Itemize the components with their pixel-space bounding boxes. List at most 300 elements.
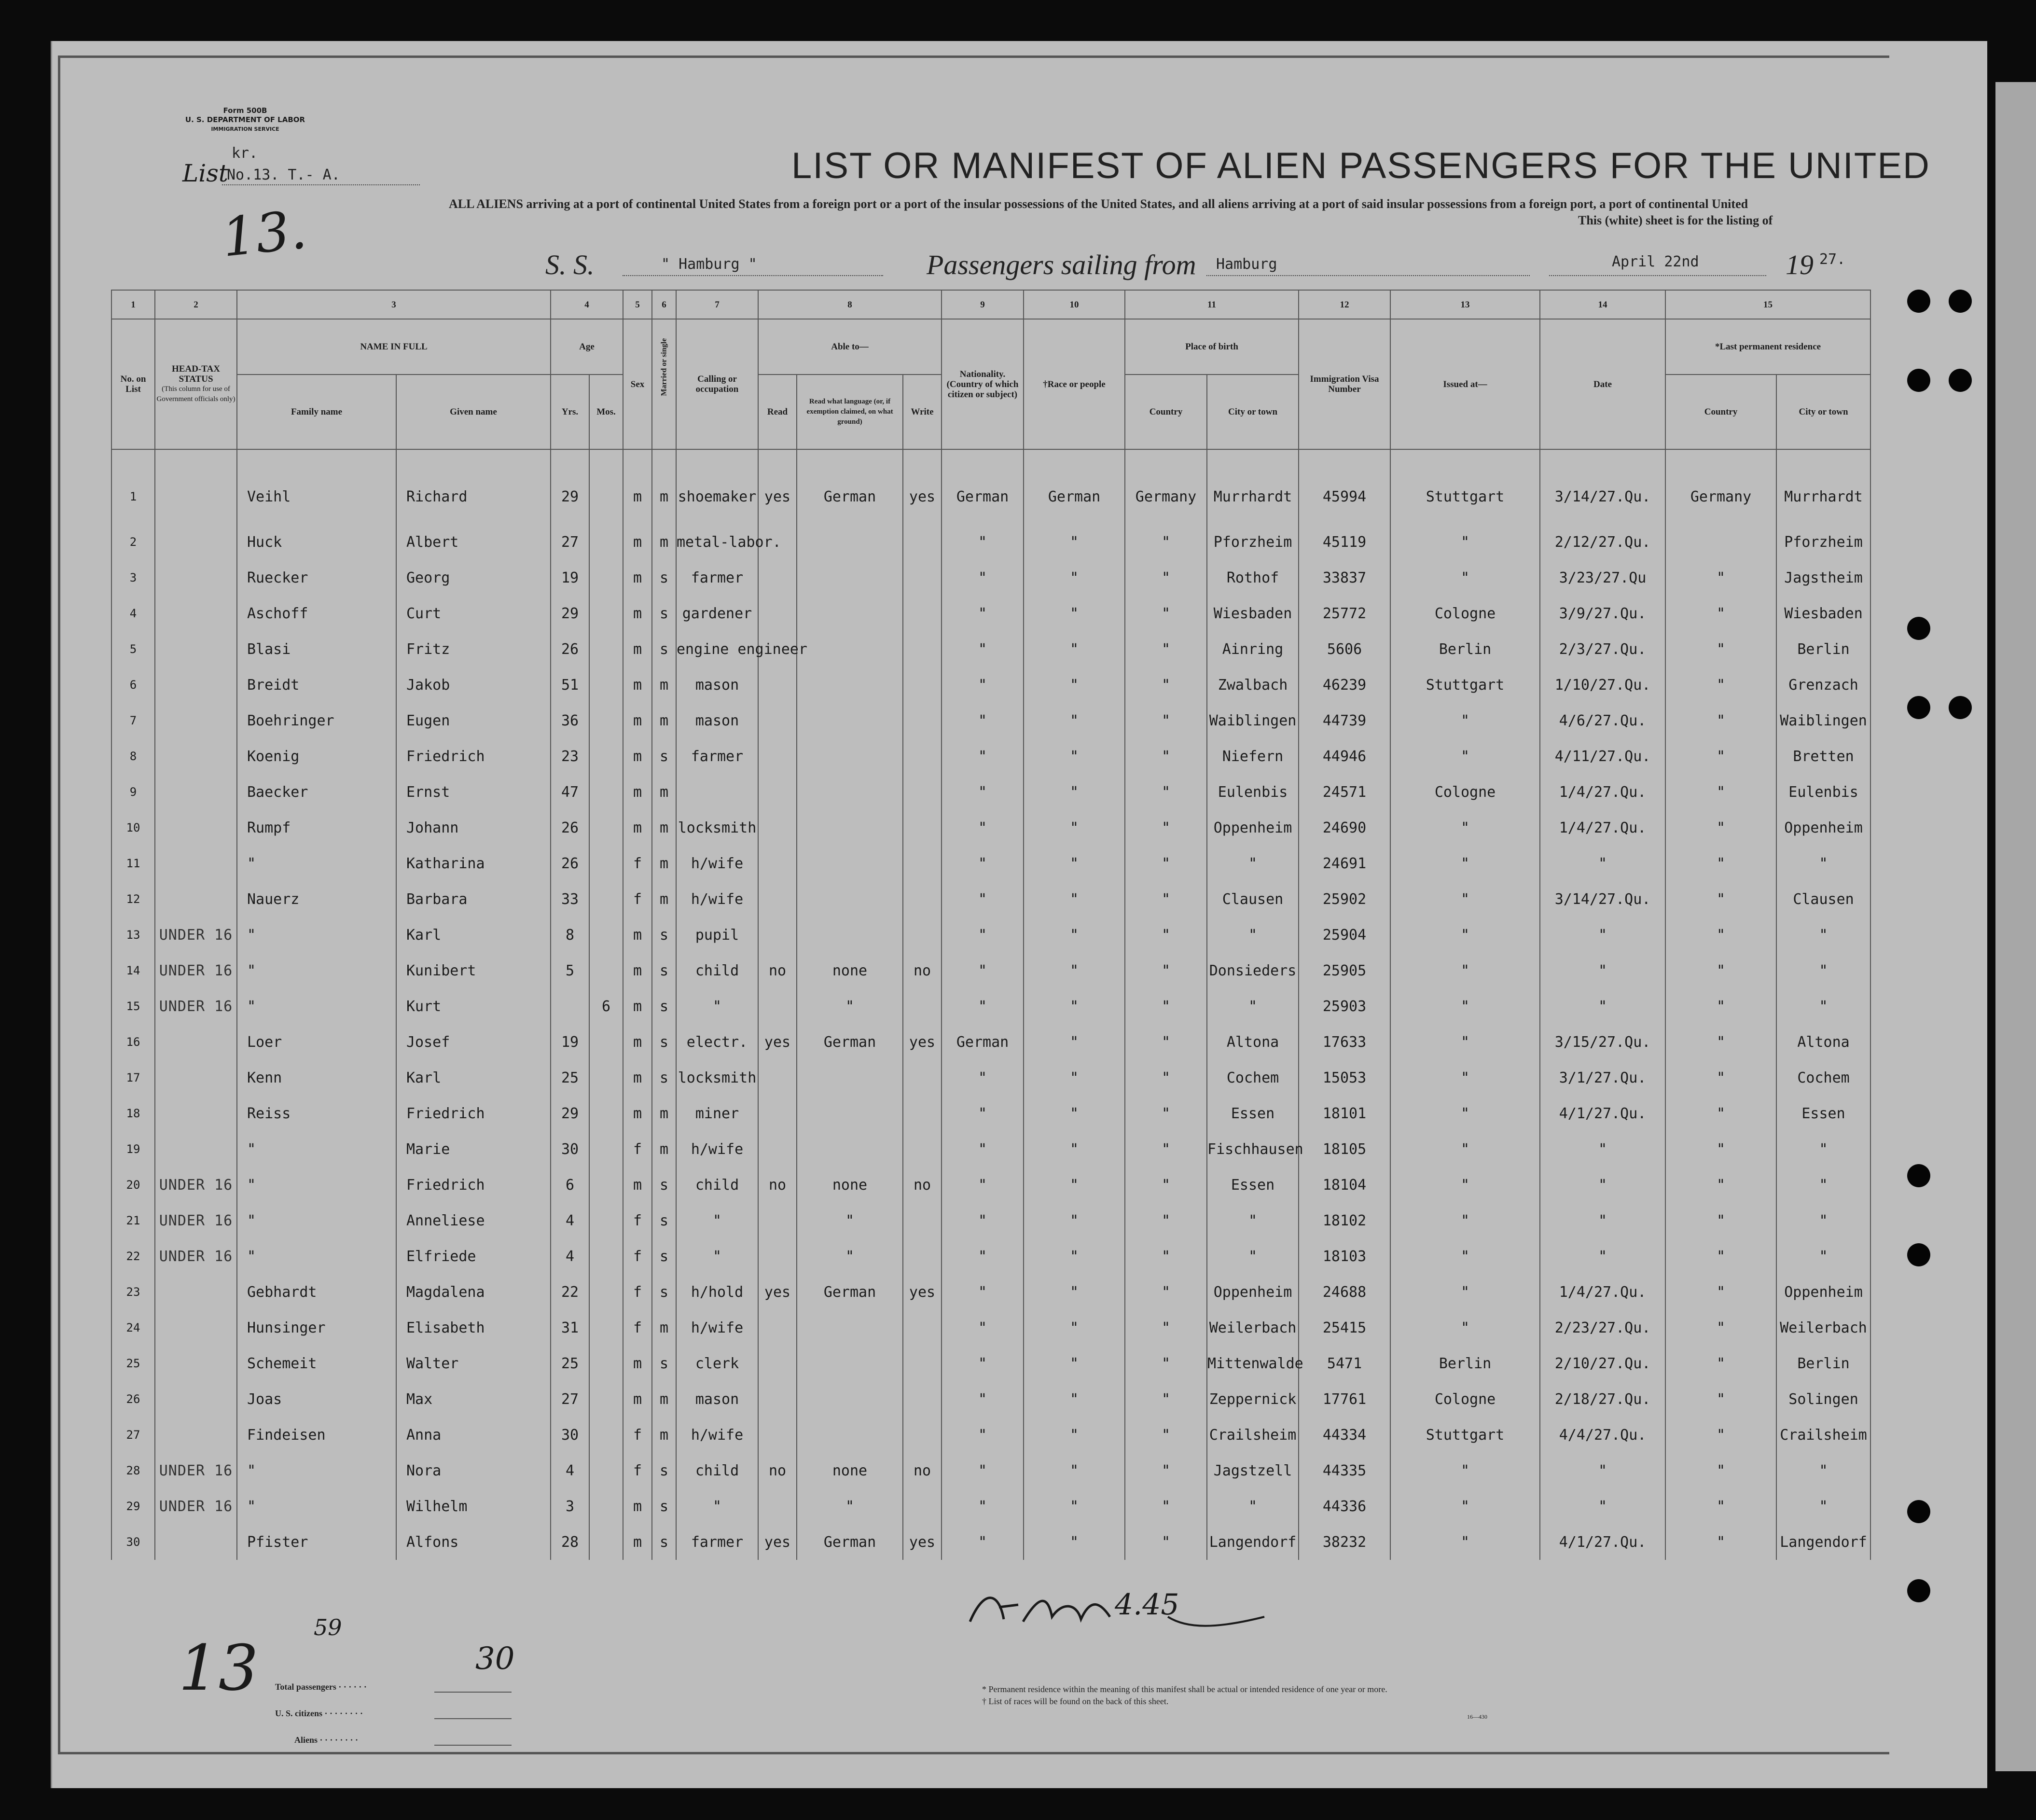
can-read bbox=[758, 1310, 797, 1346]
age-years: 30 bbox=[551, 1417, 589, 1453]
sex: m bbox=[623, 1060, 652, 1096]
can-write bbox=[903, 1203, 942, 1238]
can-write bbox=[903, 703, 942, 738]
dot-leader: · · · · · · · · bbox=[324, 1709, 363, 1718]
read-language: " bbox=[797, 1488, 903, 1524]
birth-country: " bbox=[1125, 1167, 1207, 1203]
handwritten-sheet-number: 13. bbox=[219, 198, 310, 269]
visa-number: 38232 bbox=[1299, 1524, 1390, 1560]
can-read bbox=[758, 1203, 797, 1238]
given-name: Marie bbox=[396, 1131, 551, 1167]
sex: m bbox=[623, 988, 652, 1024]
marital-status: m bbox=[652, 774, 676, 810]
visa-number: 17761 bbox=[1299, 1381, 1390, 1417]
year-prefix: 19 bbox=[1786, 249, 1814, 280]
can-write: no bbox=[903, 953, 942, 988]
age-years: 30 bbox=[551, 1131, 589, 1167]
can-read bbox=[758, 1060, 797, 1096]
race: " bbox=[1024, 810, 1125, 846]
residence-city: Berlin bbox=[1776, 631, 1870, 667]
visa-date: " bbox=[1540, 1203, 1665, 1238]
age-months bbox=[589, 596, 623, 631]
occupation bbox=[676, 774, 758, 810]
header-visa: Immigration Visa Number bbox=[1299, 319, 1390, 449]
column-number: 5 bbox=[623, 290, 652, 319]
residence-country: " bbox=[1665, 774, 1776, 810]
family-name: Huck bbox=[237, 524, 396, 560]
residence-city: Weilerbach bbox=[1776, 1310, 1870, 1346]
birth-city: Clausen bbox=[1207, 881, 1299, 917]
handwritten-signature-time: 4.45 bbox=[1115, 1588, 1179, 1622]
issued-at: " bbox=[1390, 524, 1540, 560]
nationality: " bbox=[942, 1274, 1024, 1310]
sex: m bbox=[623, 703, 652, 738]
passenger-row bbox=[111, 1060, 1870, 1096]
can-read bbox=[758, 774, 797, 810]
head-tax-stamp bbox=[155, 738, 237, 774]
issued-at: Cologne bbox=[1390, 774, 1540, 810]
age-years: 25 bbox=[551, 1060, 589, 1096]
nationality: " bbox=[942, 1417, 1024, 1453]
row-number: 13 bbox=[111, 917, 155, 953]
row-number: 9 bbox=[111, 774, 155, 810]
age-months bbox=[589, 1453, 623, 1488]
can-read bbox=[758, 846, 797, 881]
can-write bbox=[903, 1060, 942, 1096]
marital-status: s bbox=[652, 560, 676, 596]
race: " bbox=[1024, 1167, 1125, 1203]
can-read bbox=[758, 667, 797, 703]
read-language bbox=[797, 631, 903, 667]
row-number: 6 bbox=[111, 667, 155, 703]
header-sex: Sex bbox=[623, 319, 652, 449]
visa-date: 4/4/27.Qu. bbox=[1540, 1417, 1665, 1453]
given-name: Wilhelm bbox=[396, 1488, 551, 1524]
age-months bbox=[589, 1131, 623, 1167]
read-language bbox=[797, 1131, 903, 1167]
read-language bbox=[797, 524, 903, 560]
passenger-row bbox=[111, 953, 1870, 988]
sex: m bbox=[623, 810, 652, 846]
birth-country: " bbox=[1125, 881, 1207, 917]
marital-status: m bbox=[652, 846, 676, 881]
can-write: no bbox=[903, 1167, 942, 1203]
age-months bbox=[589, 1096, 623, 1131]
residence-country: " bbox=[1665, 953, 1776, 988]
birth-city: " bbox=[1207, 1488, 1299, 1524]
residence-country: " bbox=[1665, 917, 1776, 953]
family-name: Reiss bbox=[237, 1096, 396, 1131]
passenger-row bbox=[111, 1488, 1870, 1524]
can-read bbox=[758, 881, 797, 917]
issued-at: " bbox=[1390, 703, 1540, 738]
passenger-row bbox=[111, 810, 1870, 846]
punch-hole bbox=[1949, 696, 1972, 719]
family-name: Loer bbox=[237, 1024, 396, 1060]
header-birth-city: City or town bbox=[1207, 375, 1299, 449]
nationality: " bbox=[942, 738, 1024, 774]
family-name: Hunsinger bbox=[237, 1310, 396, 1346]
header-read: Read bbox=[758, 375, 797, 449]
nationality: " bbox=[942, 1488, 1024, 1524]
row-number: 5 bbox=[111, 631, 155, 667]
occupation: child bbox=[676, 1453, 758, 1488]
race: " bbox=[1024, 1096, 1125, 1131]
birth-country: " bbox=[1125, 560, 1207, 596]
family-name: Findeisen bbox=[237, 1417, 396, 1453]
birth-city: Crailsheim bbox=[1207, 1417, 1299, 1453]
head-tax-stamp: UNDER 16 bbox=[155, 1167, 237, 1203]
head-tax-stamp bbox=[155, 846, 237, 881]
birth-city: Langendorf bbox=[1207, 1524, 1299, 1560]
punch-hole bbox=[1907, 1243, 1930, 1266]
visa-number: 24691 bbox=[1299, 846, 1390, 881]
marital-status: s bbox=[652, 1203, 676, 1238]
row-number: 26 bbox=[111, 1381, 155, 1417]
nationality: " bbox=[942, 1381, 1024, 1417]
residence-country: " bbox=[1665, 1524, 1776, 1560]
family-name: Blasi bbox=[237, 631, 396, 667]
birth-country: " bbox=[1125, 810, 1207, 846]
birth-city: Mittenwalde bbox=[1207, 1346, 1299, 1381]
birth-country: " bbox=[1125, 1131, 1207, 1167]
birth-city: " bbox=[1207, 1203, 1299, 1238]
can-write bbox=[903, 881, 942, 917]
passenger-row bbox=[111, 1524, 1870, 1560]
family-name: Joas bbox=[237, 1381, 396, 1417]
visa-date: 3/9/27.Qu. bbox=[1540, 596, 1665, 631]
age-months bbox=[589, 449, 623, 524]
header-family-name: Family name bbox=[237, 375, 396, 449]
race: German bbox=[1024, 449, 1125, 524]
sex: f bbox=[623, 846, 652, 881]
header-married-label: Married or single bbox=[660, 338, 668, 396]
residence-city: Berlin bbox=[1776, 1346, 1870, 1381]
marital-status: s bbox=[652, 596, 676, 631]
marital-status: s bbox=[652, 1274, 676, 1310]
birth-country: " bbox=[1125, 1346, 1207, 1381]
can-write bbox=[903, 524, 942, 560]
race: " bbox=[1024, 703, 1125, 738]
given-name: Richard bbox=[396, 449, 551, 524]
total-passengers-line bbox=[434, 1692, 512, 1693]
age-months bbox=[589, 524, 623, 560]
can-read bbox=[758, 1131, 797, 1167]
occupation: h/wife bbox=[676, 1131, 758, 1167]
passenger-row bbox=[111, 596, 1870, 631]
age-years: 23 bbox=[551, 738, 589, 774]
row-number: 21 bbox=[111, 1203, 155, 1238]
marital-status: m bbox=[652, 1131, 676, 1167]
can-write: yes bbox=[903, 449, 942, 524]
visa-date: 1/4/27.Qu. bbox=[1540, 810, 1665, 846]
can-write: yes bbox=[903, 1524, 942, 1560]
read-language: German bbox=[797, 1274, 903, 1310]
issued-at: " bbox=[1390, 1024, 1540, 1060]
residence-country: " bbox=[1665, 1131, 1776, 1167]
occupation: metal-labor. bbox=[676, 524, 758, 560]
row-number: 24 bbox=[111, 1310, 155, 1346]
visa-date: " bbox=[1540, 1488, 1665, 1524]
can-write bbox=[903, 1238, 942, 1274]
kr-mark: kr. bbox=[232, 145, 258, 162]
column-number: 9 bbox=[942, 290, 1024, 319]
occupation: locksmith bbox=[676, 810, 758, 846]
sex: f bbox=[623, 1238, 652, 1274]
sex: m bbox=[623, 1488, 652, 1524]
visa-number: 18104 bbox=[1299, 1167, 1390, 1203]
can-write bbox=[903, 846, 942, 881]
issued-at: " bbox=[1390, 1524, 1540, 1560]
age-years: 22 bbox=[551, 1274, 589, 1310]
birth-city: Murrhardt bbox=[1207, 449, 1299, 524]
row-number: 1 bbox=[111, 449, 155, 524]
residence-city: " bbox=[1776, 1203, 1870, 1238]
total-passengers-label: Total passengers bbox=[275, 1682, 336, 1692]
residence-country: " bbox=[1665, 1274, 1776, 1310]
sex: m bbox=[623, 631, 652, 667]
can-read: no bbox=[758, 1167, 797, 1203]
head-tax-stamp bbox=[155, 703, 237, 738]
read-language bbox=[797, 810, 903, 846]
family-name: Rumpf bbox=[237, 810, 396, 846]
sex: m bbox=[623, 667, 652, 703]
age-months bbox=[589, 1417, 623, 1453]
birth-country: " bbox=[1125, 953, 1207, 988]
age-years: 36 bbox=[551, 703, 589, 738]
visa-date: " bbox=[1540, 953, 1665, 988]
race: " bbox=[1024, 988, 1125, 1024]
visa-number: 18102 bbox=[1299, 1203, 1390, 1238]
sex: f bbox=[623, 1274, 652, 1310]
visa-date: 3/1/27.Qu. bbox=[1540, 1060, 1665, 1096]
residence-country: " bbox=[1665, 1024, 1776, 1060]
visa-date: 1/10/27.Qu. bbox=[1540, 667, 1665, 703]
race: " bbox=[1024, 1453, 1125, 1488]
occupation: mason bbox=[676, 1381, 758, 1417]
column-number: 8 bbox=[758, 290, 942, 319]
visa-number: 17633 bbox=[1299, 1024, 1390, 1060]
marital-status: m bbox=[652, 810, 676, 846]
given-name: Nora bbox=[396, 1453, 551, 1488]
marital-status: s bbox=[652, 1524, 676, 1560]
read-language bbox=[797, 917, 903, 953]
head-tax-stamp bbox=[155, 1131, 237, 1167]
birth-city: Essen bbox=[1207, 1167, 1299, 1203]
family-name: " bbox=[237, 1238, 396, 1274]
sailing-label: Passengers sailing from bbox=[927, 249, 1196, 280]
header-read-language: Read what language (or, if exemption claimed, on what ground) bbox=[797, 375, 903, 449]
given-name: Ernst bbox=[396, 774, 551, 810]
head-tax-stamp bbox=[155, 560, 237, 596]
family-name: Baecker bbox=[237, 774, 396, 810]
nationality: " bbox=[942, 917, 1024, 953]
read-language: German bbox=[797, 1524, 903, 1560]
marital-status: s bbox=[652, 1060, 676, 1096]
head-tax-stamp bbox=[155, 1024, 237, 1060]
column-number: 11 bbox=[1125, 290, 1299, 319]
sex: m bbox=[623, 1381, 652, 1417]
issued-at: " bbox=[1390, 881, 1540, 917]
header-birth-country: Country bbox=[1125, 375, 1207, 449]
given-name: Anna bbox=[396, 1417, 551, 1453]
residence-country bbox=[1665, 524, 1776, 560]
can-write bbox=[903, 1131, 942, 1167]
column-number: 3 bbox=[237, 290, 551, 319]
race: " bbox=[1024, 738, 1125, 774]
occupation: mason bbox=[676, 667, 758, 703]
visa-date: " bbox=[1540, 988, 1665, 1024]
can-write bbox=[903, 810, 942, 846]
given-name: Albert bbox=[396, 524, 551, 560]
visa-date: 2/23/27.Qu. bbox=[1540, 1310, 1665, 1346]
race: " bbox=[1024, 881, 1125, 917]
handwritten-total: 30 bbox=[475, 1641, 515, 1677]
head-tax-stamp bbox=[155, 631, 237, 667]
row-number: 4 bbox=[111, 596, 155, 631]
birth-city: Jagstzell bbox=[1207, 1453, 1299, 1488]
residence-country: " bbox=[1665, 631, 1776, 667]
age-months bbox=[589, 1488, 623, 1524]
punch-hole bbox=[1907, 369, 1930, 392]
occupation: mason bbox=[676, 703, 758, 738]
residence-city: " bbox=[1776, 1488, 1870, 1524]
header-race: †Race or people bbox=[1024, 319, 1125, 449]
port-underline bbox=[1206, 275, 1530, 276]
punch-hole bbox=[1907, 696, 1930, 719]
birth-country: " bbox=[1125, 596, 1207, 631]
head-tax-stamp bbox=[155, 1417, 237, 1453]
visa-number: 46239 bbox=[1299, 667, 1390, 703]
row-number: 8 bbox=[111, 738, 155, 774]
birth-country: " bbox=[1125, 738, 1207, 774]
given-name: Friedrich bbox=[396, 1096, 551, 1131]
sex: m bbox=[623, 953, 652, 988]
birth-city: Waiblingen bbox=[1207, 703, 1299, 738]
given-name: Max bbox=[396, 1381, 551, 1417]
residence-country: " bbox=[1665, 667, 1776, 703]
read-language bbox=[797, 1096, 903, 1131]
occupation: farmer bbox=[676, 560, 758, 596]
residence-country: " bbox=[1665, 810, 1776, 846]
residence-city: Clausen bbox=[1776, 881, 1870, 917]
residence-city: " bbox=[1776, 988, 1870, 1024]
birth-country: " bbox=[1125, 703, 1207, 738]
family-name: " bbox=[237, 1488, 396, 1524]
occupation: clerk bbox=[676, 1346, 758, 1381]
residence-country: " bbox=[1665, 1167, 1776, 1203]
sex: m bbox=[623, 1024, 652, 1060]
given-name: Karl bbox=[396, 917, 551, 953]
sex: m bbox=[623, 449, 652, 524]
head-tax-stamp bbox=[155, 881, 237, 917]
list-underline bbox=[222, 184, 420, 185]
column-number: 4 bbox=[551, 290, 623, 319]
age-months bbox=[589, 1060, 623, 1096]
nationality: German bbox=[942, 449, 1024, 524]
header-no-on-list: No. on List bbox=[111, 319, 155, 449]
birth-country: " bbox=[1125, 988, 1207, 1024]
race: " bbox=[1024, 846, 1125, 881]
race: " bbox=[1024, 667, 1125, 703]
residence-country: " bbox=[1665, 1203, 1776, 1238]
given-name: Josef bbox=[396, 1024, 551, 1060]
footer-total-passengers bbox=[275, 1682, 367, 1692]
sex: m bbox=[623, 1167, 652, 1203]
can-read bbox=[758, 810, 797, 846]
nationality: " bbox=[942, 988, 1024, 1024]
visa-number: 45994 bbox=[1299, 449, 1390, 524]
residence-city: Oppenheim bbox=[1776, 1274, 1870, 1310]
marital-status: s bbox=[652, 1024, 676, 1060]
column-number: 14 bbox=[1540, 290, 1665, 319]
read-language: none bbox=[797, 1167, 903, 1203]
can-write bbox=[903, 560, 942, 596]
footnote-residence: * Permanent residence within the meaning of this manifest shall be actual or intended residence of one year or more. bbox=[982, 1684, 1387, 1694]
ship-name: " Hamburg " bbox=[661, 256, 757, 273]
passenger-row bbox=[111, 1203, 1870, 1238]
age-months bbox=[589, 1024, 623, 1060]
marital-status: s bbox=[652, 631, 676, 667]
passenger-row bbox=[111, 881, 1870, 917]
issued-at: " bbox=[1390, 953, 1540, 988]
passenger-row bbox=[111, 1238, 1870, 1274]
age-years: 25 bbox=[551, 1346, 589, 1381]
can-read: yes bbox=[758, 1274, 797, 1310]
can-write bbox=[903, 774, 942, 810]
manifest-title: LIST OR MANIFEST OF ALIEN PASSENGERS FOR THE UNITED bbox=[791, 145, 1930, 186]
header-head-tax bbox=[155, 319, 237, 449]
column-number: 1 bbox=[111, 290, 155, 319]
visa-date: 3/14/27.Qu. bbox=[1540, 449, 1665, 524]
residence-city: " bbox=[1776, 1238, 1870, 1274]
family-name: Schemeit bbox=[237, 1346, 396, 1381]
birth-city: Altona bbox=[1207, 1024, 1299, 1060]
occupation: h/wife bbox=[676, 1310, 758, 1346]
marital-status: m bbox=[652, 1310, 676, 1346]
punch-hole bbox=[1907, 1164, 1930, 1187]
header-residence-country: Country bbox=[1665, 375, 1776, 449]
read-language bbox=[797, 667, 903, 703]
age-months bbox=[589, 1203, 623, 1238]
read-language: none bbox=[797, 953, 903, 988]
occupation: h/wife bbox=[676, 846, 758, 881]
birth-city: Pforzheim bbox=[1207, 524, 1299, 560]
visa-number: 5606 bbox=[1299, 631, 1390, 667]
nationality: " bbox=[942, 1060, 1024, 1096]
head-tax-stamp bbox=[155, 1381, 237, 1417]
issued-at: Berlin bbox=[1390, 1346, 1540, 1381]
visa-number: 45119 bbox=[1299, 524, 1390, 560]
punch-hole bbox=[1907, 617, 1930, 640]
age-months bbox=[589, 917, 623, 953]
marital-status: s bbox=[652, 1167, 676, 1203]
race: " bbox=[1024, 524, 1125, 560]
visa-number: 25903 bbox=[1299, 988, 1390, 1024]
age-years: 29 bbox=[551, 1096, 589, 1131]
birth-country: " bbox=[1125, 1238, 1207, 1274]
race: " bbox=[1024, 1024, 1125, 1060]
birth-country: " bbox=[1125, 524, 1207, 560]
birth-city: Weilerbach bbox=[1207, 1310, 1299, 1346]
passenger-row bbox=[111, 988, 1870, 1024]
family-name: Pfister bbox=[237, 1524, 396, 1560]
read-language bbox=[797, 738, 903, 774]
occupation: gardener bbox=[676, 596, 758, 631]
visa-number: 44739 bbox=[1299, 703, 1390, 738]
given-name: Fritz bbox=[396, 631, 551, 667]
can-read bbox=[758, 1417, 797, 1453]
